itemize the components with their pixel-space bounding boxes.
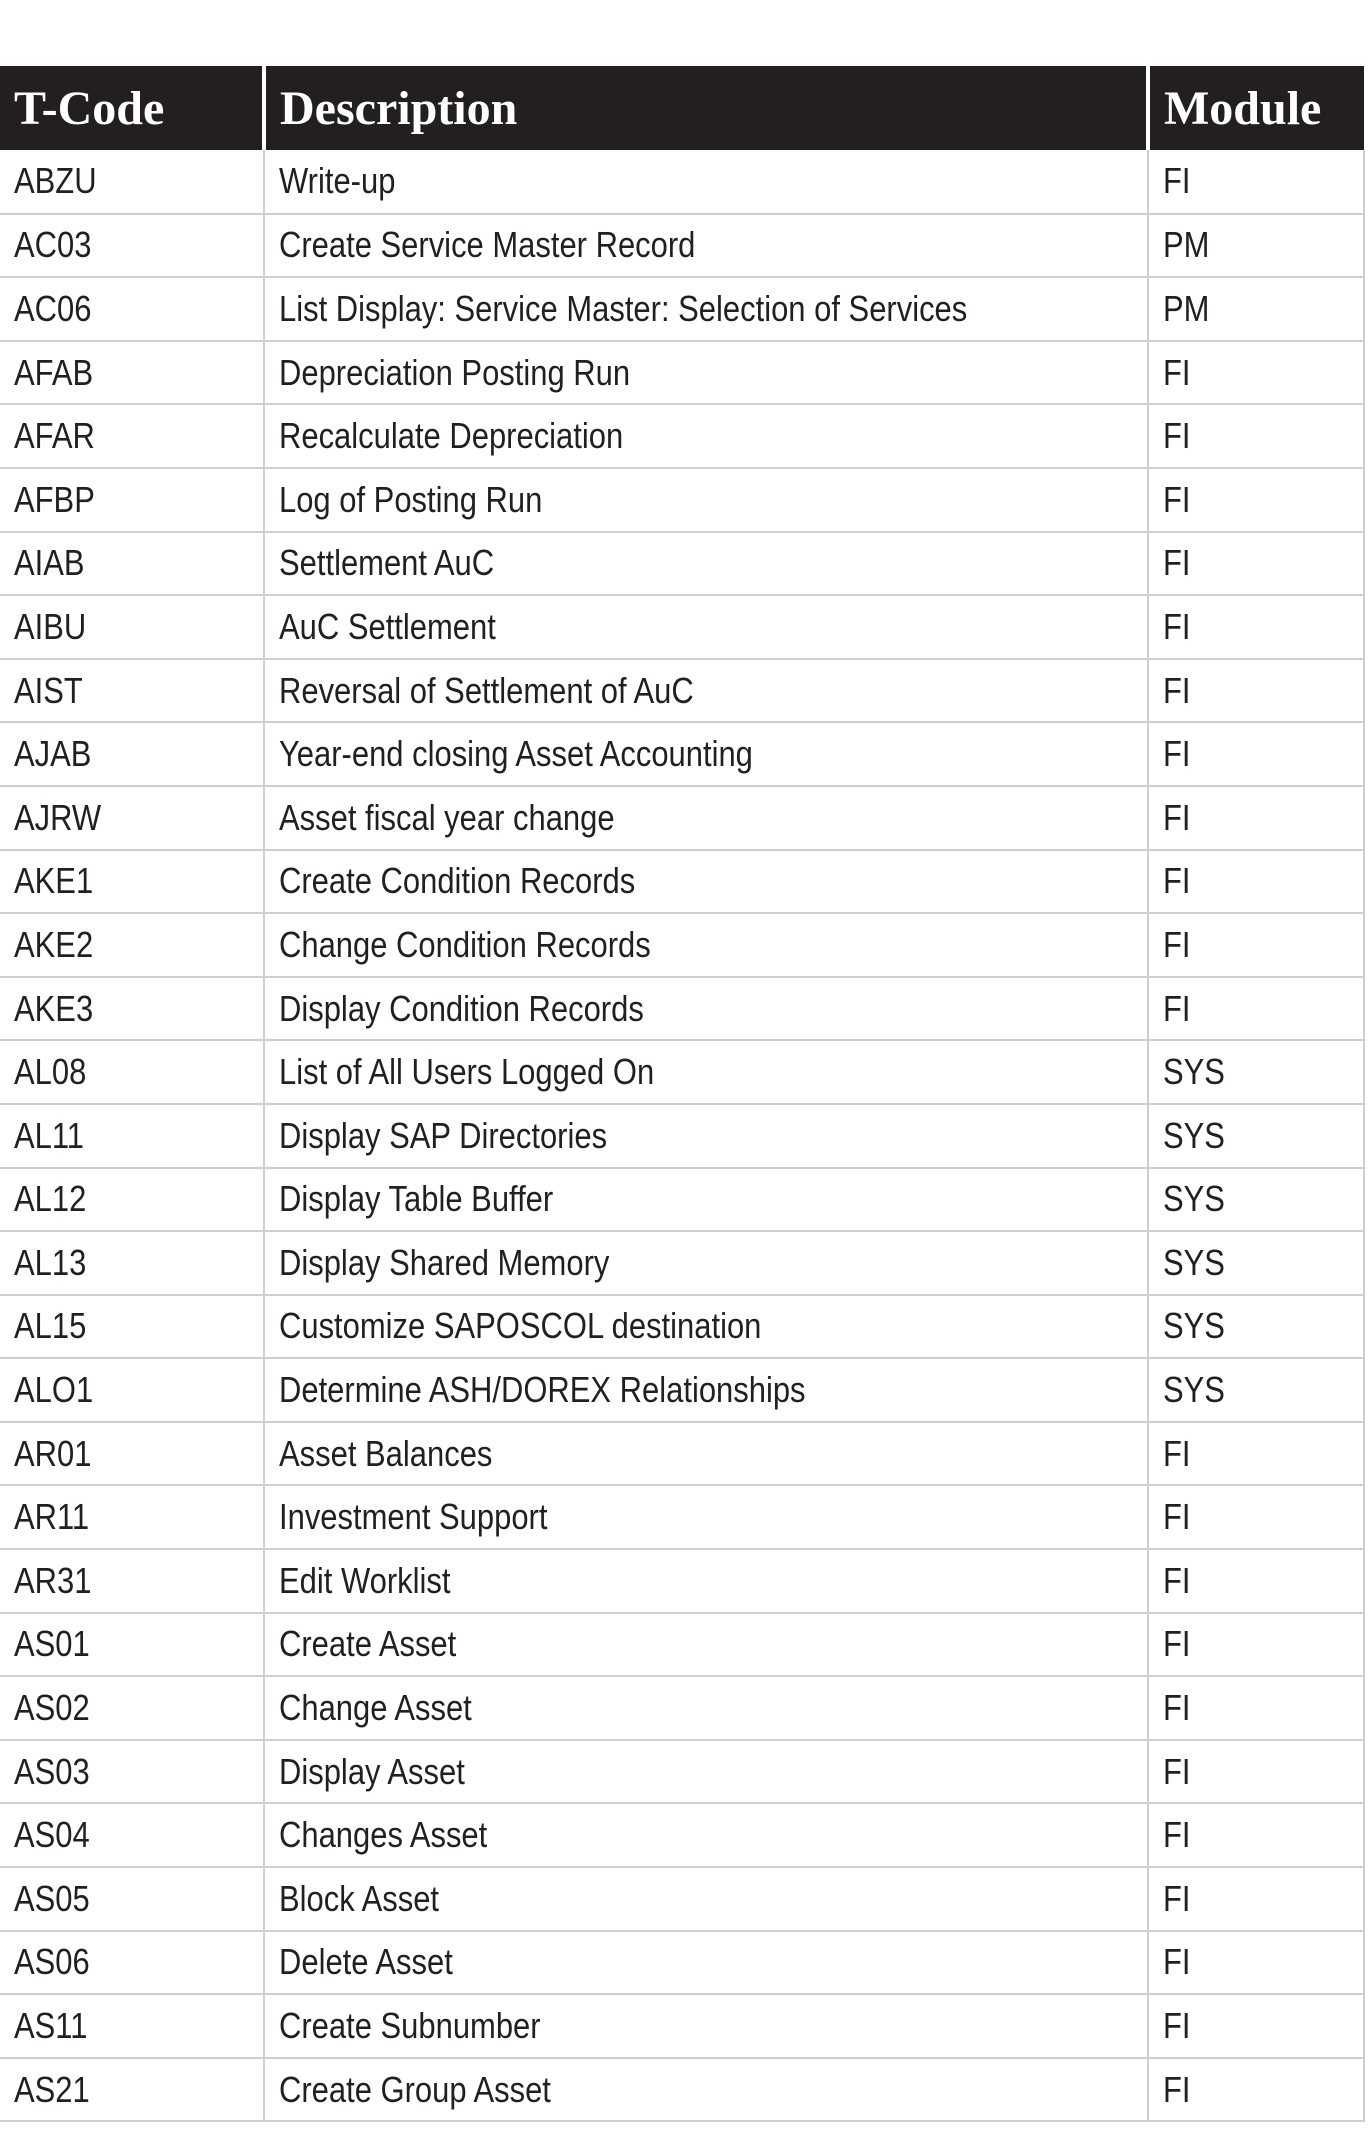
cell-module-text: FI [1163, 160, 1191, 202]
cell-tcode-text: AFAR [14, 415, 95, 457]
table-row [0, 1931, 1364, 1995]
cell-tcode [0, 1422, 264, 1486]
table-row [0, 468, 1364, 532]
cell-description [264, 468, 1148, 532]
cell-description [264, 1231, 1148, 1295]
cell-module [1148, 532, 1364, 596]
cell-module-text: FI [1163, 1432, 1191, 1474]
cell-description [264, 404, 1148, 468]
cell-module [1148, 214, 1364, 278]
cell-tcode [0, 850, 264, 914]
table-row [0, 1295, 1364, 1359]
cell-module-text: FI [1163, 987, 1191, 1029]
cell-tcode [0, 659, 264, 723]
cell-description-text: Settlement AuC [279, 542, 495, 584]
cell-module-text: SYS [1163, 1241, 1225, 1283]
cell-module-text: FI [1163, 1941, 1191, 1983]
cell-module-text: FI [1163, 796, 1191, 838]
cell-description [264, 1104, 1148, 1168]
cell-description-text: Recalculate Depreciation [279, 415, 624, 457]
cell-tcode [0, 722, 264, 786]
cell-module-text: FI [1163, 1687, 1191, 1729]
cell-tcode-text: AS06 [14, 1941, 90, 1983]
table-row [0, 1040, 1364, 1104]
cell-tcode [0, 1231, 264, 1295]
cell-tcode [0, 1549, 264, 1613]
table-row [0, 1358, 1364, 1422]
cell-module [1148, 1676, 1364, 1740]
cell-description [264, 722, 1148, 786]
cell-description [264, 1803, 1148, 1867]
table-row [0, 1676, 1364, 1740]
cell-module [1148, 786, 1364, 850]
cell-tcode-text: AIBU [14, 605, 87, 647]
cell-tcode [0, 1295, 264, 1359]
cell-module-text: FI [1163, 1877, 1191, 1919]
cell-module-text: SYS [1163, 1178, 1225, 1220]
cell-tcode-text: AR11 [14, 1496, 90, 1538]
table-row [0, 1485, 1364, 1549]
cell-description [264, 150, 1148, 214]
table-row [0, 1104, 1364, 1168]
cell-module [1148, 595, 1364, 659]
cell-tcode [0, 595, 264, 659]
cell-description-text: Display Shared Memory [279, 1241, 610, 1283]
cell-module-text: SYS [1163, 1305, 1225, 1347]
cell-tcode [0, 786, 264, 850]
cell-description-text: Investment Support [279, 1496, 548, 1538]
cell-module-text: SYS [1163, 1114, 1225, 1156]
cell-module [1148, 1613, 1364, 1677]
cell-description-text: Display Asset [279, 1750, 465, 1792]
header-row [0, 66, 1364, 150]
table-header [0, 66, 1364, 150]
table-row [0, 150, 1364, 214]
cell-module [1148, 913, 1364, 977]
cell-module [1148, 659, 1364, 723]
table-row [0, 1549, 1364, 1613]
cell-tcode-text: AJRW [14, 796, 102, 838]
cell-description-text: Create Subnumber [279, 2005, 541, 2047]
cell-module-text: FI [1163, 733, 1191, 775]
table-row [0, 595, 1364, 659]
cell-tcode [0, 1676, 264, 1740]
cell-tcode-text: ABZU [14, 160, 97, 202]
table-row [0, 786, 1364, 850]
cell-module [1148, 1485, 1364, 1549]
table-row [0, 532, 1364, 596]
cell-tcode [0, 1168, 264, 1232]
cell-tcode [0, 341, 264, 405]
cell-module-text: FI [1163, 542, 1191, 584]
cell-description-text: AuC Settlement [279, 605, 496, 647]
cell-tcode-text: AL12 [14, 1178, 87, 1220]
cell-tcode [0, 277, 264, 341]
cell-tcode-text: AJAB [14, 733, 92, 775]
cell-tcode-text: AC03 [14, 224, 92, 266]
cell-tcode-text: ALO1 [14, 1369, 94, 1411]
table-row [0, 977, 1364, 1041]
header-tcode: T-Code [14, 81, 165, 135]
cell-module-text: FI [1163, 2005, 1191, 2047]
table-row [0, 1168, 1364, 1232]
cell-module [1148, 1994, 1364, 2058]
cell-module [1148, 1549, 1364, 1613]
cell-module [1148, 850, 1364, 914]
cell-module-text: PM [1163, 224, 1210, 266]
cell-description-text: Year-end closing Asset Accounting [279, 733, 753, 775]
cell-module [1148, 1931, 1364, 1995]
cell-tcode-text: AR31 [14, 1559, 92, 1601]
cell-module [1148, 150, 1364, 214]
cell-module [1148, 1295, 1364, 1359]
cell-description [264, 786, 1148, 850]
cell-tcode-text: AFBP [14, 478, 95, 520]
cell-module [1148, 1740, 1364, 1804]
cell-module [1148, 277, 1364, 341]
cell-tcode [0, 404, 264, 468]
cell-module-text: FI [1163, 923, 1191, 965]
cell-description [264, 913, 1148, 977]
cell-tcode [0, 468, 264, 532]
cell-tcode-text: AIAB [14, 542, 85, 584]
cell-module-text: FI [1163, 860, 1191, 902]
table-row [0, 722, 1364, 786]
cell-tcode [0, 977, 264, 1041]
table-row [0, 214, 1364, 278]
cell-tcode-text: AL11 [14, 1114, 85, 1156]
cell-description-text: Create Group Asset [279, 2068, 551, 2110]
cell-tcode [0, 1485, 264, 1549]
cell-tcode-text: AL08 [14, 1051, 87, 1093]
cell-description-text: Edit Worklist [279, 1559, 451, 1601]
cell-description [264, 850, 1148, 914]
cell-description [264, 214, 1148, 278]
cell-module-text: FI [1163, 351, 1191, 393]
table-row [0, 850, 1364, 914]
cell-module-text: FI [1163, 1623, 1191, 1665]
cell-tcode [0, 1931, 264, 1995]
cell-module [1148, 1422, 1364, 1486]
cell-tcode [0, 2058, 264, 2122]
table-row [0, 341, 1364, 405]
cell-description-text: Depreciation Posting Run [279, 351, 631, 393]
cell-description-text: Change Condition Records [279, 923, 651, 965]
cell-tcode-text: AKE2 [14, 923, 94, 965]
table-row [0, 404, 1364, 468]
cell-description [264, 1676, 1148, 1740]
cell-description [264, 1485, 1148, 1549]
cell-description-text: Change Asset [279, 1687, 472, 1729]
tcode-table [0, 66, 1365, 2122]
cell-description [264, 659, 1148, 723]
table-row [0, 1422, 1364, 1486]
cell-tcode [0, 1613, 264, 1677]
cell-description-text: Display Condition Records [279, 987, 644, 1029]
cell-tcode [0, 150, 264, 214]
cell-module-text: FI [1163, 605, 1191, 647]
cell-description-text: Reversal of Settlement of AuC [279, 669, 694, 711]
cell-module [1148, 722, 1364, 786]
cell-module-text: FI [1163, 669, 1191, 711]
cell-module [1148, 1168, 1364, 1232]
cell-module-text: FI [1163, 1559, 1191, 1601]
cell-tcode [0, 1104, 264, 1168]
cell-module [1148, 468, 1364, 532]
cell-description-text: Customize SAPOSCOL destination [279, 1305, 762, 1347]
cell-description-text: List Display: Service Master: Selection of Services [279, 287, 968, 329]
cell-tcode [0, 1040, 264, 1104]
table-row [0, 277, 1364, 341]
cell-module-text: FI [1163, 1750, 1191, 1792]
table-row [0, 1740, 1364, 1804]
cell-description-text: Determine ASH/DOREX Relationships [279, 1369, 806, 1411]
cell-description-text: Create Condition Records [279, 860, 636, 902]
cell-module-text: SYS [1163, 1051, 1225, 1093]
cell-tcode-text: AFAB [14, 351, 94, 393]
cell-module [1148, 1803, 1364, 1867]
cell-module [1148, 1867, 1364, 1931]
cell-module-text: FI [1163, 478, 1191, 520]
cell-module [1148, 341, 1364, 405]
cell-module [1148, 977, 1364, 1041]
cell-description [264, 341, 1148, 405]
cell-tcode [0, 1358, 264, 1422]
cell-description [264, 1613, 1148, 1677]
cell-tcode-text: AS05 [14, 1877, 90, 1919]
header-description: Description [264, 66, 1148, 150]
cell-description [264, 1295, 1148, 1359]
cell-description [264, 1740, 1148, 1804]
table-row [0, 659, 1364, 723]
table-row [0, 1803, 1364, 1867]
cell-tcode-text: AIST [14, 669, 83, 711]
cell-module-text: PM [1163, 287, 1210, 329]
cell-tcode-text: AR01 [14, 1432, 92, 1474]
cell-tcode-text: AS03 [14, 1750, 90, 1792]
cell-description [264, 1422, 1148, 1486]
cell-description [264, 1549, 1148, 1613]
cell-tcode-text: AS01 [14, 1623, 90, 1665]
cell-description [264, 1040, 1148, 1104]
cell-tcode [0, 1867, 264, 1931]
cell-description [264, 1931, 1148, 1995]
cell-tcode [0, 1994, 264, 2058]
cell-tcode [0, 1740, 264, 1804]
table-row [0, 913, 1364, 977]
cell-description [264, 1867, 1148, 1931]
cell-tcode-text: AKE3 [14, 987, 94, 1029]
cell-module-text: FI [1163, 415, 1191, 457]
cell-tcode-text: AS11 [14, 2005, 88, 2047]
cell-tcode-text: AS04 [14, 1814, 90, 1856]
cell-description-text: Log of Posting Run [279, 478, 543, 520]
cell-tcode [0, 532, 264, 596]
cell-description-text: Asset Balances [279, 1432, 493, 1474]
cell-tcode-text: AL15 [14, 1305, 87, 1347]
cell-module-text: FI [1163, 1814, 1191, 1856]
cell-description [264, 532, 1148, 596]
table-row [0, 1231, 1364, 1295]
cell-tcode-text: AS02 [14, 1687, 90, 1729]
cell-module-text: SYS [1163, 1369, 1225, 1411]
cell-description [264, 1358, 1148, 1422]
cell-description-text: Display Table Buffer [279, 1178, 554, 1220]
cell-description [264, 2058, 1148, 2122]
cell-description [264, 277, 1148, 341]
cell-description [264, 1994, 1148, 2058]
cell-description-text: Asset fiscal year change [279, 796, 615, 838]
cell-description-text: Changes Asset [279, 1814, 488, 1856]
table-row [0, 2058, 1364, 2122]
cell-tcode [0, 1803, 264, 1867]
cell-description [264, 595, 1148, 659]
cell-module-text: FI [1163, 1496, 1191, 1538]
table-row [0, 1994, 1364, 2058]
cell-module [1148, 404, 1364, 468]
cell-description [264, 1168, 1148, 1232]
cell-module [1148, 1104, 1364, 1168]
cell-description-text: Create Service Master Record [279, 224, 696, 266]
cell-tcode [0, 913, 264, 977]
cell-module [1148, 2058, 1364, 2122]
cell-description-text: Create Asset [279, 1623, 457, 1665]
cell-description-text: Block Asset [279, 1877, 440, 1919]
cell-module-text: FI [1163, 2068, 1191, 2110]
cell-tcode-text: AC06 [14, 287, 92, 329]
cell-tcode-text: AS21 [14, 2068, 90, 2110]
table-row [0, 1613, 1364, 1677]
cell-tcode-text: AL13 [14, 1241, 87, 1283]
cell-description-text: Write-up [279, 160, 396, 202]
cell-tcode-text: AKE1 [14, 860, 94, 902]
cell-module [1148, 1040, 1364, 1104]
cell-module [1148, 1358, 1364, 1422]
cell-description [264, 977, 1148, 1041]
cell-description-text: Delete Asset [279, 1941, 453, 1983]
cell-tcode [0, 214, 264, 278]
table-body [0, 150, 1364, 2121]
cell-description-text: List of All Users Logged On [279, 1051, 655, 1093]
cell-module [1148, 1231, 1364, 1295]
table-row [0, 1867, 1364, 1931]
header-module: Module [1148, 66, 1364, 150]
cell-description-text: Display SAP Directories [279, 1114, 608, 1156]
